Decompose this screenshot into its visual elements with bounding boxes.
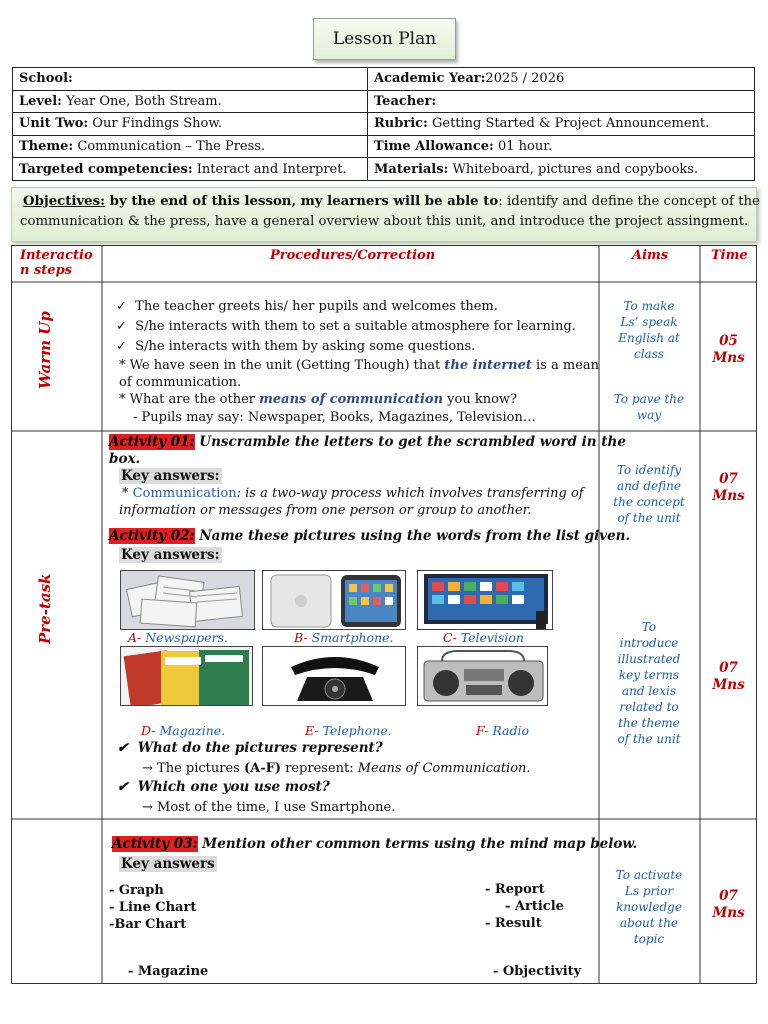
mindmap-term-objectivity: - Objectivity — [493, 964, 582, 979]
pretask-time-1: 07 Mns — [712, 471, 745, 504]
year-cell — [368, 68, 755, 91]
activity-2-tag: Activity 02: — [109, 528, 195, 544]
tick-icon: ✔ — [117, 779, 129, 795]
definition-line-1: * Communication: is a two-way process which involves transferring of — [122, 486, 584, 501]
mindmap-aim: To activate Ls prior knowledge about the topic — [615, 868, 683, 946]
warmup-line-6: * What are the other means of communication you know? — [119, 392, 518, 407]
objectives-box — [11, 187, 760, 242]
steps-header: Interactio n steps — [20, 248, 93, 278]
competencies-value: Interact and Interpret. — [192, 161, 347, 177]
page-title: Lesson Plan — [313, 18, 456, 60]
activity-3-tag: Activity 03: — [112, 836, 198, 852]
time-header: Time — [711, 248, 748, 263]
pretask-aim-1: To identify and define the concept of the unit — [613, 463, 685, 525]
caption-b: B- Smartphone. — [294, 630, 394, 645]
year-value: 2025 / 2026 — [485, 71, 565, 87]
theme-value: Communication – The Press. — [73, 139, 266, 155]
caption-c: C- Television — [443, 630, 524, 645]
magazine-image — [120, 646, 253, 706]
materials-cell — [368, 158, 755, 181]
time-allowance-cell — [368, 135, 755, 158]
objectives-intro: by the end of this lesson, my learners will be able to — [105, 194, 499, 209]
caption-f: F- Radio — [476, 723, 529, 738]
time-allowance-label: Time Allowance: — [374, 139, 494, 155]
competencies-cell — [13, 158, 368, 181]
mindmap-left-terms: - Graph - Line Chart -Bar Chart — [109, 883, 197, 932]
level-value: Year One, Both Stream. — [61, 93, 222, 109]
check-icon: ✓ — [116, 339, 127, 354]
rubric-cell — [368, 113, 755, 136]
objectives-line2: communication & the press, have a general overview about this unit, and introduce the project assingment. — [20, 214, 749, 229]
answer-2: → Most of the time, I use Smartphone. — [142, 800, 396, 815]
activity-1: Activity 01: Unscramble the letters to get the scrambled word in the — [109, 434, 626, 450]
warmup-step-label: Warm Up — [36, 311, 54, 389]
theme-cell — [13, 135, 368, 158]
caption-d: D- Magazine. — [141, 723, 226, 738]
warmup-line-3: ✓ S/he interacts with them by asking some questions. — [116, 339, 476, 354]
definition-line-2: information or messages from one person or group to another. — [119, 503, 532, 518]
info-table — [12, 67, 755, 181]
warmup-line-1: ✓ The teacher greets his/ her pupils and welcomes them. — [116, 299, 498, 314]
year-label: Academic Year: — [374, 71, 486, 87]
mindmap-term-article: - Article — [505, 899, 564, 914]
question-2: ✔ Which one you use most? — [117, 779, 330, 795]
materials-label: Materials: — [374, 161, 449, 177]
key-answers-2: Key answers: — [121, 547, 220, 563]
mindmap-term-magazine: - Magazine — [128, 964, 209, 979]
pretask-aim-2: To introduce illustrated key terms and lexis related to the theme of the unit — [617, 620, 681, 746]
mindmap-term-report: - Report — [485, 882, 545, 897]
warmup-time: 05 Mns — [712, 333, 745, 366]
rubric-value: Getting Started & Project Announcement. — [427, 116, 710, 132]
teacher-cell — [368, 90, 755, 113]
objectives-line1: : identify and define the concept of the — [498, 194, 760, 209]
rubric-label: Rubric: — [374, 116, 428, 132]
warmup-aim-2: To pave the way — [613, 392, 685, 422]
pretask-step-label: Pre-task — [36, 573, 54, 644]
time-allowance-value: 01 hour. — [493, 139, 553, 155]
activity-2: Activity 02: Name these pictures using the words from the list given. — [109, 528, 631, 544]
telephone-image — [262, 646, 406, 706]
newspapers-image — [120, 570, 255, 630]
school-cell — [13, 68, 368, 91]
pretask-time-2: 07 Mns — [712, 660, 745, 693]
unit-value: Our Findings Show. — [88, 116, 223, 132]
arrow-icon: → — [142, 761, 153, 776]
unit-label: Unit Two: — [19, 116, 89, 132]
warmup-line-5: of communication. — [119, 375, 242, 390]
arrow-icon: → — [142, 800, 153, 815]
activity-1-cont: box. — [109, 451, 141, 467]
smartphone-image — [262, 570, 406, 630]
warmup-line-7: - Pupils may say: Newspaper, Books, Magazines, Television… — [133, 410, 536, 425]
radio-image — [417, 646, 548, 706]
key-answers-1: Key answers: — [121, 468, 220, 484]
activity-1-tag: Activity 01: — [109, 434, 195, 450]
level-cell — [13, 90, 368, 113]
answer-1: → The pictures (A-F) represent: Means of Communication. — [142, 761, 531, 776]
activity-3: Activity 03: Mention other common terms using the mind map below. — [112, 836, 638, 852]
caption-e: E- Telephone. — [305, 723, 392, 738]
aims-header: Aims — [632, 248, 669, 263]
tick-icon: ✔ — [117, 740, 129, 756]
warmup-aim-1: To make Ls’ speak English at class — [618, 299, 680, 361]
warmup-line-4: * We have seen in the unit (Getting Though) that the internet is a mean — [119, 358, 600, 373]
check-icon: ✓ — [116, 299, 127, 314]
level-label: Level: — [19, 93, 62, 109]
warmup-line-2: ✓ S/he interacts with them to set a suitable atmosphere for learning. — [116, 319, 576, 334]
objectives-label: Objectives: — [23, 194, 106, 209]
key-answers-3: Key answers — [121, 856, 215, 872]
procedures-header: Procedures/Correction — [270, 248, 436, 263]
mindmap-time: 07 Mns — [712, 888, 745, 921]
mindmap-term-result: - Result — [485, 916, 542, 931]
check-icon: ✓ — [116, 319, 127, 334]
unit-cell — [13, 113, 368, 136]
question-1: ✔ What do the pictures represent? — [117, 740, 383, 756]
caption-a: A- Newspapers. — [128, 630, 228, 645]
school-label: School: — [19, 71, 73, 87]
materials-value: Whiteboard, pictures and copybooks. — [448, 161, 699, 177]
competencies-label: Targeted competencies: — [19, 161, 193, 177]
television-image — [417, 570, 553, 630]
teacher-label: Teacher: — [374, 93, 437, 109]
theme-label: Theme: — [19, 139, 74, 155]
